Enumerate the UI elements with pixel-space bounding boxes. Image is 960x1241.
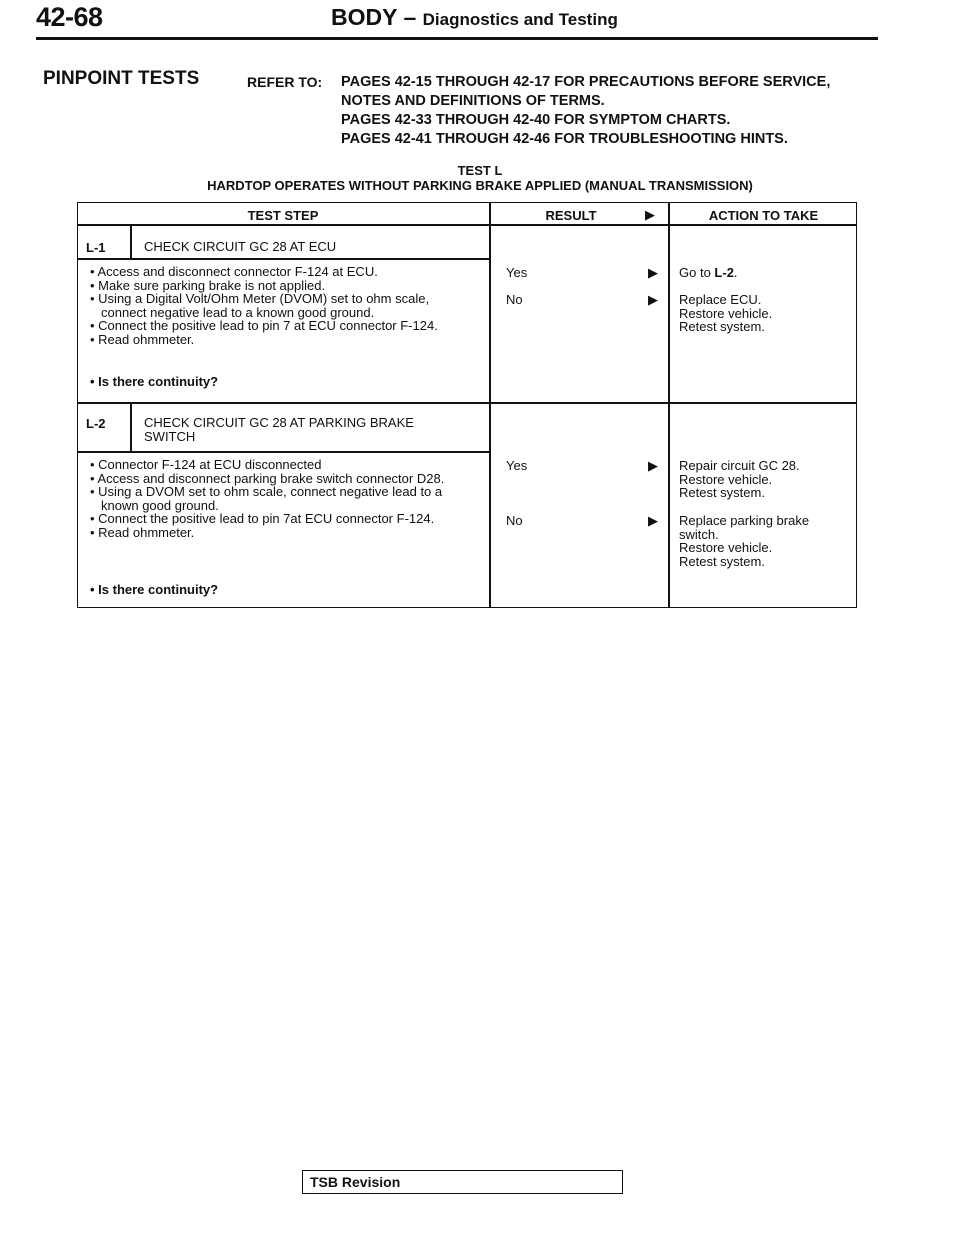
column-divider xyxy=(668,202,670,608)
header-title-dash: – xyxy=(403,4,417,30)
instruction-item: • Read ohmmeter. xyxy=(90,333,475,347)
step-title: CHECK CIRCUIT GC 28 AT PARKING BRAKE SWITCH xyxy=(144,415,414,444)
arrow-icon: ▶ xyxy=(648,458,658,473)
instruction-item: • Access and disconnect parking brake switch connector D28. xyxy=(90,472,475,486)
result-yes: Yes xyxy=(506,265,528,280)
action-line: Repair circuit GC 28. xyxy=(679,458,800,473)
step-question-text: Is there continuity? xyxy=(98,582,219,597)
page-number: 42-68 xyxy=(36,2,103,32)
step-title-rule xyxy=(77,258,489,260)
result-yes: Yes xyxy=(506,458,528,473)
action-line: Replace ECU. xyxy=(679,292,762,307)
action-suffix: . xyxy=(733,265,738,280)
step-id: L-1 xyxy=(86,240,106,255)
instruction-item: • Using a DVOM set to ohm scale, connect negative lead to a known good ground. xyxy=(90,485,475,512)
step-id-divider xyxy=(130,402,132,451)
refer-line: NOTES AND DEFINITIONS OF TERMS. xyxy=(341,93,605,109)
arrow-icon: ▶ xyxy=(645,207,655,222)
action-text xyxy=(679,293,772,334)
test-label: TEST L xyxy=(457,163,503,178)
instruction-item: • Read ohmmeter. xyxy=(90,526,475,540)
action-line: Restore vehicle. xyxy=(679,540,773,555)
action-line: Restore vehicle. xyxy=(679,305,773,321)
step-separator-rule xyxy=(77,402,857,404)
instruction-item: • Make sure parking brake is not applied. xyxy=(90,279,475,293)
tsb-revision-label: TSB Revision xyxy=(310,1174,401,1190)
instruction-item: • Connect the positive lead to pin 7 at ECU connector F-124. xyxy=(90,319,475,333)
refer-line: PAGES 42-15 THROUGH 42-17 FOR PRECAUTIONS BEFORE SERVICE, xyxy=(341,74,831,90)
instruction-item: • Access and disconnect connector F-124 at ECU. xyxy=(90,265,475,279)
action-line: Replace parking brake switch. xyxy=(679,513,810,542)
column-header-result: RESULT xyxy=(545,208,597,223)
action-text xyxy=(679,266,738,280)
header-row-rule xyxy=(77,224,857,226)
instruction-item: • Connect the positive lead to pin 7at ECU connector F-124. xyxy=(90,512,475,526)
action-step-ref: L-2 xyxy=(714,265,734,280)
result-no: No xyxy=(506,513,523,528)
refer-line: PAGES 42-41 THROUGH 42-46 FOR TROUBLESHOOTING HINTS. xyxy=(341,131,788,147)
refer-line: PAGES 42-33 THROUGH 42-40 FOR SYMPTOM CHARTS. xyxy=(341,112,731,128)
section-title: PINPOINT TESTS xyxy=(43,68,200,89)
arrow-icon: ▶ xyxy=(648,265,658,280)
action-text xyxy=(679,459,800,500)
step-title: CHECK CIRCUIT GC 28 AT ECU xyxy=(144,239,337,254)
arrow-icon: ▶ xyxy=(648,513,658,528)
refer-lines xyxy=(341,73,830,149)
refer-label: REFER TO: xyxy=(247,74,323,90)
action-line: Retest system. xyxy=(679,319,765,334)
column-header-test-step: TEST STEP xyxy=(247,208,319,223)
action-line: Retest system. xyxy=(679,553,765,569)
test-subtitle: HARDTOP OPERATES WITHOUT PARKING BRAKE APPLIED (MANUAL TRANSMISSION) xyxy=(207,178,753,193)
step-id-divider xyxy=(130,224,132,258)
action-line: Restore vehicle. xyxy=(679,471,773,487)
instruction-item: • Using a Digital Volt/Ohm Meter (DVOM) set to ohm scale, connect negative lead to a known good ground. xyxy=(90,292,475,319)
column-header-action: ACTION TO TAKE xyxy=(708,208,819,223)
step-instructions xyxy=(90,265,475,346)
header-rule xyxy=(36,37,878,40)
header-title xyxy=(331,4,618,31)
instruction-item: • Connector F-124 at ECU disconnected xyxy=(90,458,475,472)
step-title-rule xyxy=(77,451,489,453)
action-line: Retest system. xyxy=(679,485,765,500)
step-id: L-2 xyxy=(86,416,106,431)
action-prefix: Go to xyxy=(679,265,715,280)
column-divider xyxy=(489,202,491,608)
step-question: • Is there continuity? xyxy=(90,582,219,597)
arrow-icon: ▶ xyxy=(648,292,658,307)
header-subtitle: Diagnostics and Testing xyxy=(422,10,618,29)
action-text xyxy=(679,514,844,568)
header-title-main: BODY xyxy=(331,4,398,30)
step-instructions xyxy=(90,458,475,539)
step-question: • Is there continuity? xyxy=(90,374,219,389)
step-question-text: Is there continuity? xyxy=(98,374,219,389)
result-no: No xyxy=(506,292,523,307)
